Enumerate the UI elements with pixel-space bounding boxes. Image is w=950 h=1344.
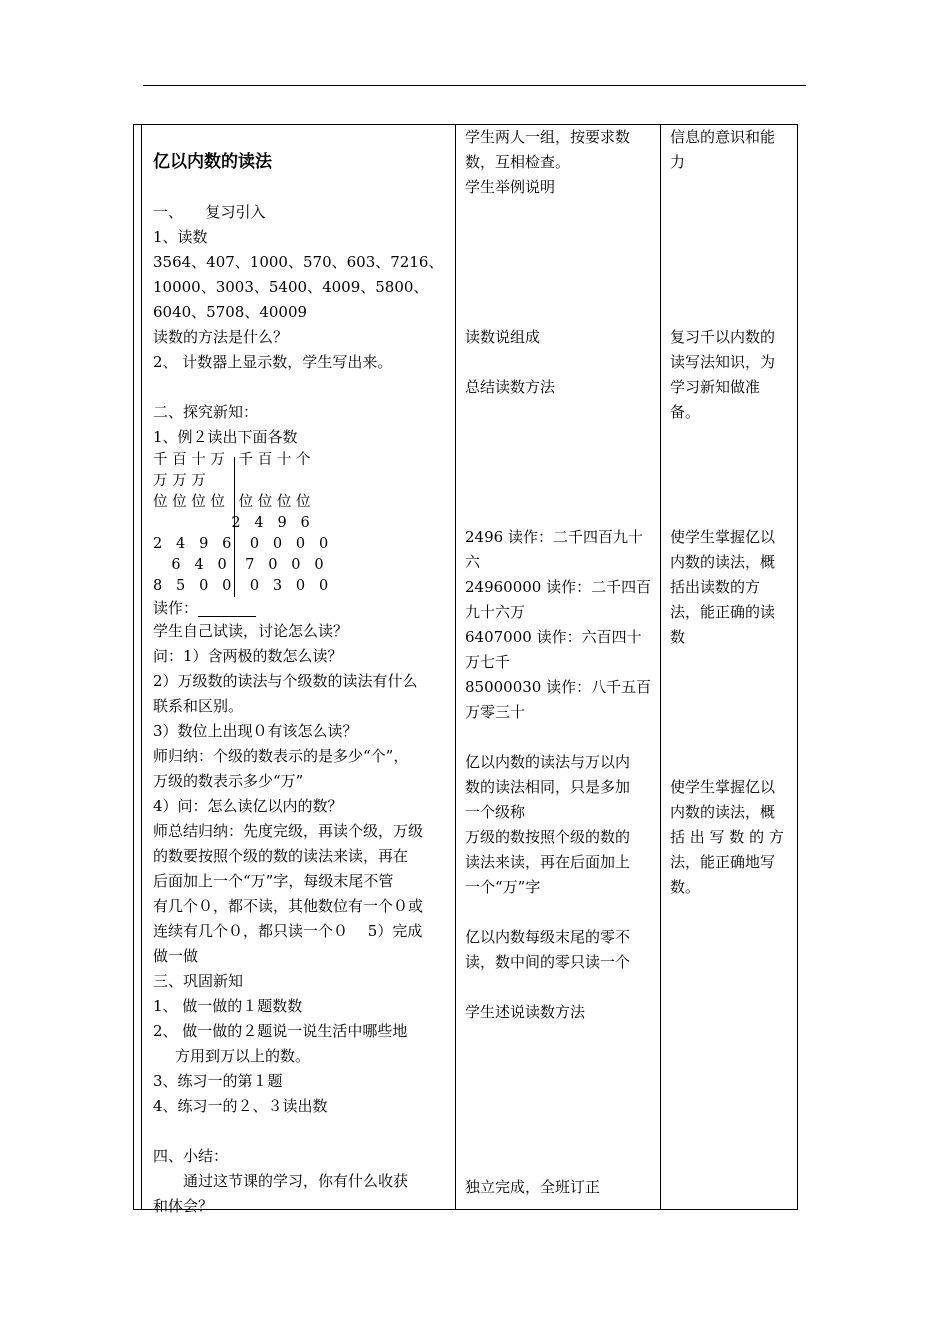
paragraph-line: 数的读法相同，只是多加 — [465, 778, 631, 796]
list-item: 1、例２读出下面各数 — [153, 428, 298, 446]
lesson-title: 亿以内数的读法 — [153, 152, 272, 172]
paragraph-line: 读法来读，再在后面加上 — [465, 853, 631, 871]
paragraph-line: 一个级称 — [465, 803, 526, 821]
paragraph-line: 独立完成，全班订正 — [465, 1178, 601, 1196]
paragraph-line: 读数说组成 — [465, 328, 541, 346]
paragraph-line: 问：1）含两极的数怎么读？ — [153, 647, 343, 665]
design-intent-column — [670, 125, 796, 900]
paragraph-line: 师归纳：个级的数表示的是多少“个”， — [153, 747, 409, 765]
paragraph-line: 85000030 读作：八千五百 — [465, 678, 652, 696]
teaching-process-column — [153, 125, 449, 1219]
paragraph-line: 6407000 读作：六百四十 — [465, 628, 642, 646]
place-value-table — [153, 450, 449, 597]
paragraph-line: 法，能正确的读 — [670, 603, 776, 621]
paragraph-line: 学习新知做准 — [670, 378, 761, 396]
paragraph-line: 万级的数表示多少“万” — [153, 772, 304, 790]
list-item: 1、 做一做的１题数数 — [153, 997, 303, 1015]
paragraph-line: 内数的读法，概 — [670, 803, 776, 821]
place-value-header: 千 百 十 万 千 百 十 个 — [153, 452, 311, 468]
paragraph-line: 使学生掌握亿以 — [670, 778, 776, 796]
place-value-row: 6 4 0 7 0 0 0 — [153, 557, 324, 573]
paragraph-line: 后面加上一个“万”字，每级末尾不管 — [153, 872, 394, 890]
list-item: 1、读数 — [153, 228, 208, 246]
paragraph-line: 读写法知识，为 — [670, 353, 776, 371]
answer-blank — [198, 602, 256, 617]
read-as-line — [153, 597, 449, 619]
header-rule — [143, 85, 806, 86]
paragraph-line: 万七千 — [465, 653, 511, 671]
place-value-header: 万 万 万 — [153, 473, 206, 489]
paragraph-line: 总结读数方法 — [465, 378, 556, 396]
student-activity-column — [465, 125, 655, 1200]
paragraph-line: 内数的读法，概 — [670, 553, 776, 571]
paragraph-line: 4）问：怎么读亿以内的数？ — [153, 797, 343, 815]
place-value-row: 2 4 9 6 — [153, 515, 310, 531]
number-list: 10000、3003、5400、4009、5800、 — [153, 278, 429, 296]
paragraph-line: 使学生掌握亿以 — [670, 528, 776, 546]
paragraph-line: 六 — [465, 553, 481, 571]
read-as-label: 读作： — [153, 599, 199, 617]
paragraph-line: 一个“万”字 — [465, 878, 541, 896]
paragraph-line: 通过这节课的学习，你有什么收获 — [183, 1172, 409, 1190]
paragraph-line: 亿以内数每级末尾的零不 — [465, 928, 631, 946]
paragraph-line: 括出读数的方 — [670, 578, 761, 596]
paragraph-line: 学生举例说明 — [465, 178, 556, 196]
section-heading: 一、 复习引入 — [153, 203, 266, 221]
paragraph-line: 备。 — [670, 403, 701, 421]
paragraph-line: 万级的数按照个级的数的 — [465, 828, 631, 846]
paragraph-line: 学生自己试读，讨论怎么读？ — [153, 622, 349, 640]
paragraph-line: 读，数中间的零只读一个 — [465, 953, 631, 971]
paragraph-line: 2）万级数的读法与个级数的读法有什么 — [153, 672, 418, 690]
paragraph-line: 联系和区别。 — [153, 697, 244, 715]
paragraph-line: 师总结归纳：先度完级，再读个级，万级 — [153, 822, 424, 840]
list-item: 3、练习一的第１题 — [153, 1072, 283, 1090]
paragraph-line: 复习千以内数的 — [670, 328, 776, 346]
paragraph-line: 九十六万 — [465, 603, 526, 621]
table-inner-border — [141, 125, 142, 1209]
number-list: 6040、5708、40009 — [153, 303, 308, 321]
list-item: 4、练习一的２、３读出数 — [153, 1097, 328, 1115]
number-list: 3564、407、1000、570、603、7216、 — [153, 253, 444, 271]
paragraph-line: 24960000 读作：二千四百 — [465, 578, 652, 596]
paragraph-line: 数。 — [670, 878, 701, 896]
paragraph-line: 万零三十 — [465, 703, 526, 721]
paragraph-line: 学生两人一组，按要求数 — [465, 128, 631, 146]
paragraph-line: 力 — [670, 153, 686, 171]
paragraph-line: 有几个０，都不读，其他数位有一个０或 — [153, 897, 424, 915]
paragraph-line: 亿以内数的读法与万以内 — [465, 753, 631, 771]
paragraph-line: 学生述说读数方法 — [465, 1003, 586, 1021]
place-value-divider — [234, 457, 235, 597]
paragraph-line: 的数要按照个级的数的读法来读，再在 — [153, 847, 409, 865]
list-item: 方用到万以上的数。 — [175, 1047, 311, 1065]
paragraph-line: 括 出 写 数 的 方 — [670, 828, 784, 846]
paragraph-line: 数 — [670, 628, 686, 646]
column-divider-1 — [455, 125, 456, 1209]
place-value-header: 位 位 位 位 位 位 位 位 — [153, 494, 311, 510]
paragraph-line: 3）数位上出现０有该怎么读？ — [153, 722, 358, 740]
place-value-row: 8 5 0 0 0 3 0 0 — [153, 578, 329, 594]
column-divider-2 — [660, 125, 661, 1209]
section-heading: 四、小结： — [153, 1147, 229, 1165]
list-item: 2、 做一做的２题说一说生活中哪些地 — [153, 1022, 408, 1040]
paragraph-line: 信息的意识和能 — [670, 128, 776, 146]
paragraph-line: 法，能正确地写 — [670, 853, 776, 871]
paragraph-line: 做一做 — [153, 947, 199, 965]
place-value-row: 2 4 9 6 0 0 0 0 — [153, 536, 329, 552]
section-heading: 三、巩固新知 — [153, 972, 244, 990]
paragraph-line: 和体会？ — [153, 1197, 214, 1215]
paragraph-line: 数，互相检查。 — [465, 153, 571, 171]
paragraph-line: 连续有几个０，都只读一个０ 5）完成 — [153, 922, 423, 940]
list-item: 2、 计数器上显示数，学生写出来。 — [153, 353, 393, 371]
question-text: 读数的方法是什么？ — [153, 328, 289, 346]
paragraph-line: 2496 读作：二千四百九十 — [465, 528, 643, 546]
section-heading: 二、探究新知： — [153, 403, 259, 421]
